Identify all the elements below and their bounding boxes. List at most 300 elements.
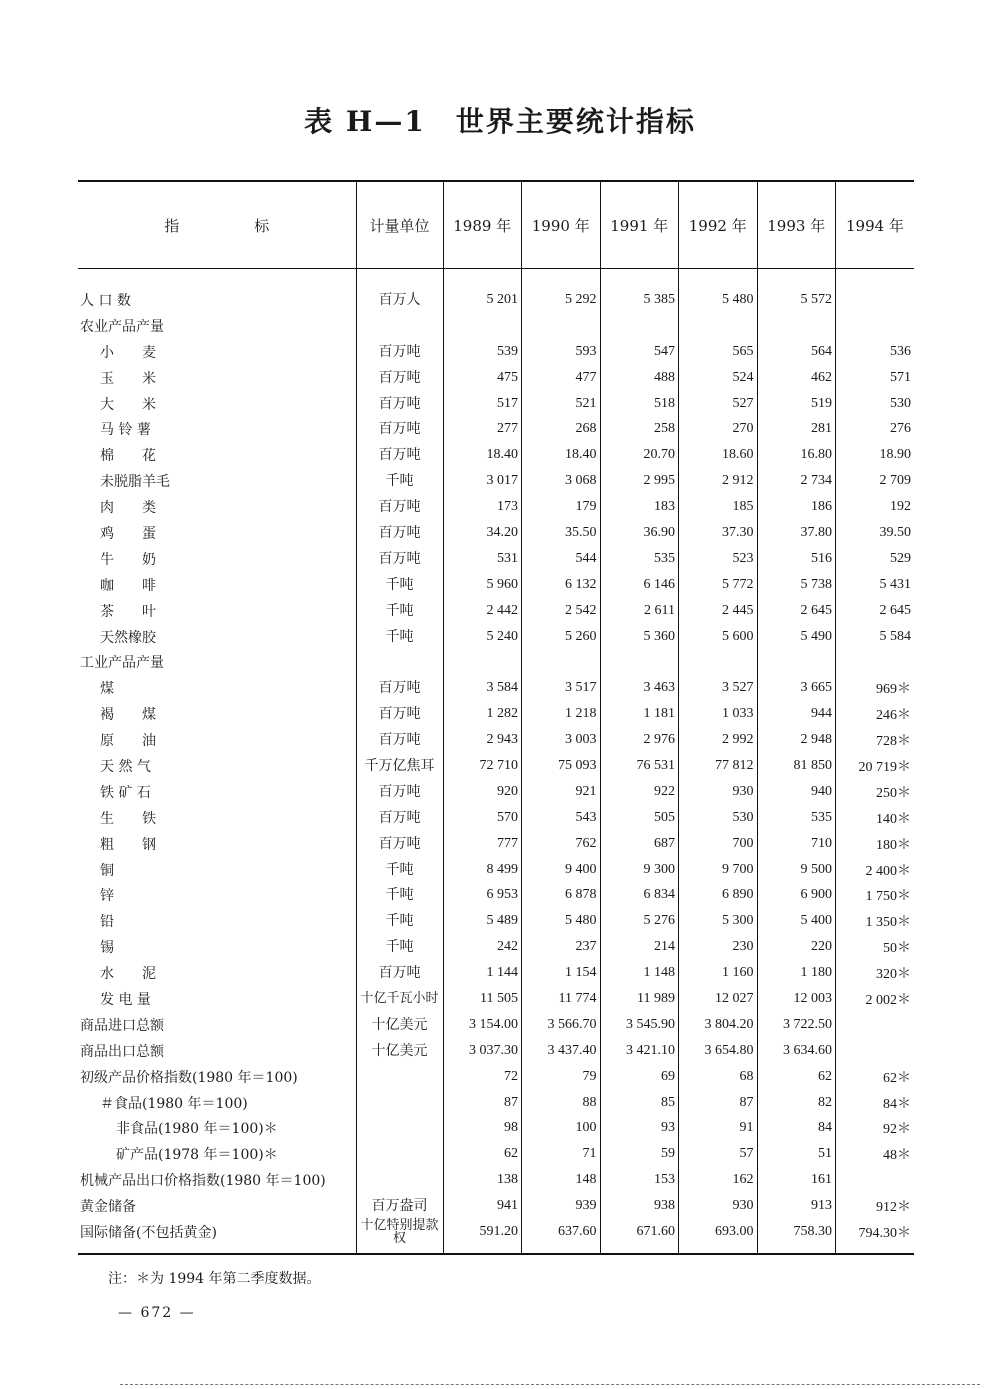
table-row <box>78 313 914 339</box>
value-cell: 81 850 <box>757 753 836 779</box>
value-cell: 531 <box>443 546 522 572</box>
value-cell <box>836 269 915 313</box>
unit-cell <box>356 1090 443 1116</box>
value-cell: 11 505 <box>443 986 522 1012</box>
value-cell: 51 <box>757 1141 836 1167</box>
indicator-cell: 咖 啡 <box>100 577 156 594</box>
indicator-cell: 机械产品出口价格指数(1980 年＝100) <box>80 1173 326 1190</box>
value-cell: 462 <box>757 365 836 391</box>
value-cell: 2 445 <box>679 598 758 624</box>
indicator-cell: 小 麦 <box>100 344 156 361</box>
value-cell: 488 <box>600 365 679 391</box>
value-cell: 9 400 <box>522 857 601 883</box>
value-cell: 939 <box>522 1193 601 1219</box>
value-cell: 777 <box>443 831 522 857</box>
value-cell: 79 <box>522 1064 601 1090</box>
indicator-cell: 原 油 <box>100 733 156 750</box>
value-cell: 18.60 <box>679 442 758 468</box>
indicator-cell: 矿产品(1978 年＝100)＊ <box>116 1147 278 1164</box>
indicator-cell: 天然橡胶 <box>100 629 156 646</box>
indicator-cell: 发 电 量 <box>100 991 151 1008</box>
unit-cell: 千万亿焦耳 <box>356 753 443 779</box>
indicator-cell: 初级产品价格指数(1980 年＝100) <box>80 1069 298 1086</box>
unit-cell: 百万盎司 <box>356 1193 443 1219</box>
value-cell: 18.40 <box>443 442 522 468</box>
table-row <box>78 857 914 883</box>
value-cell: 12 027 <box>679 986 758 1012</box>
value-cell: 539 <box>443 339 522 365</box>
value-cell: 5 584 <box>836 624 915 650</box>
value-cell: 2 542 <box>522 598 601 624</box>
value-cell: 516 <box>757 546 836 572</box>
value-cell: 18.90 <box>836 442 915 468</box>
table-row <box>78 908 914 934</box>
value-cell: 2 442 <box>443 598 522 624</box>
indicator-cell: 天 然 气 <box>100 758 151 775</box>
table-header-row <box>78 181 914 269</box>
value-cell: 940 <box>757 779 836 805</box>
value-cell: 250＊ <box>836 779 915 805</box>
value-cell: 246＊ <box>836 701 915 727</box>
value-cell: 1 181 <box>600 701 679 727</box>
unit-cell <box>356 1167 443 1193</box>
value-cell: 62 <box>443 1141 522 1167</box>
value-cell: 77 812 <box>679 753 758 779</box>
indicator-cell: 未脱脂羊毛 <box>100 474 170 491</box>
table-row <box>78 572 914 598</box>
value-cell <box>836 1038 915 1064</box>
value-cell: 529 <box>836 546 915 572</box>
value-cell: 34.20 <box>443 520 522 546</box>
indicator-cell: 鸡 蛋 <box>100 525 156 542</box>
unit-cell: 百万吨 <box>356 442 443 468</box>
value-cell: 758.30 <box>757 1219 836 1254</box>
value-cell: 671.60 <box>600 1219 679 1254</box>
value-cell: 475 <box>443 365 522 391</box>
value-cell: 547 <box>600 339 679 365</box>
value-cell: 39.50 <box>836 520 915 546</box>
value-cell: 2 948 <box>757 727 836 753</box>
value-cell: 913 <box>757 1193 836 1219</box>
unit-cell <box>356 1141 443 1167</box>
indicator-cell: 玉 米 <box>100 370 156 387</box>
value-cell: 521 <box>522 391 601 417</box>
unit-cell: 千吨 <box>356 857 443 883</box>
value-cell: 153 <box>600 1167 679 1193</box>
value-cell: 3 003 <box>522 727 601 753</box>
indicator-cell: 人 口 数 <box>80 292 131 309</box>
indicator-cell: 水 泥 <box>100 966 156 983</box>
table-row <box>78 831 914 857</box>
value-cell: 192 <box>836 494 915 520</box>
value-cell: 180＊ <box>836 831 915 857</box>
table-row <box>78 1012 914 1038</box>
indicator-cell: 锡 <box>100 940 114 957</box>
unit-cell: 百万吨 <box>356 675 443 701</box>
value-cell: 700 <box>679 831 758 857</box>
value-cell: 518 <box>600 391 679 417</box>
value-cell: 9 700 <box>679 857 758 883</box>
value-cell: 920 <box>443 779 522 805</box>
unit-cell: 百万吨 <box>356 416 443 442</box>
value-cell: 230 <box>679 934 758 960</box>
value-cell <box>600 313 679 339</box>
value-cell: 3 421.10 <box>600 1038 679 1064</box>
value-cell: 3 154.00 <box>443 1012 522 1038</box>
value-cell: 6 132 <box>522 572 601 598</box>
indicator-cell: 铅 <box>100 914 114 931</box>
value-cell: 161 <box>757 1167 836 1193</box>
value-cell: 9 500 <box>757 857 836 883</box>
value-cell: 921 <box>522 779 601 805</box>
value-cell: 941 <box>443 1193 522 1219</box>
value-cell: 930 <box>679 779 758 805</box>
value-cell: 62 <box>757 1064 836 1090</box>
value-cell: 3 665 <box>757 675 836 701</box>
value-cell: 179 <box>522 494 601 520</box>
value-cell: 16.80 <box>757 442 836 468</box>
value-cell: 591.20 <box>443 1219 522 1254</box>
value-cell: 524 <box>679 365 758 391</box>
table-row <box>78 1167 914 1193</box>
value-cell: 148 <box>522 1167 601 1193</box>
value-cell: 3 068 <box>522 468 601 494</box>
value-cell: 72 <box>443 1064 522 1090</box>
table-row <box>78 1141 914 1167</box>
value-cell: 35.50 <box>522 520 601 546</box>
table-row <box>78 701 914 727</box>
table-row <box>78 960 914 986</box>
value-cell: 1 350＊ <box>836 908 915 934</box>
year-header-1990: 1990 年 <box>522 181 601 269</box>
value-cell: 1 148 <box>600 960 679 986</box>
value-cell: 100 <box>522 1116 601 1142</box>
indicator-cell: 牛 奶 <box>100 551 156 568</box>
value-cell: 5 385 <box>600 269 679 313</box>
table-row <box>78 1064 914 1090</box>
value-cell: 536 <box>836 339 915 365</box>
statistics-table-container <box>78 180 914 1255</box>
value-cell: 912＊ <box>836 1193 915 1219</box>
value-cell: 87 <box>679 1090 758 1116</box>
value-cell: 20 719＊ <box>836 753 915 779</box>
value-cell: 3 527 <box>679 675 758 701</box>
value-cell: 84＊ <box>836 1090 915 1116</box>
value-cell <box>443 313 522 339</box>
value-cell: 5 738 <box>757 572 836 598</box>
unit-cell: 百万吨 <box>356 339 443 365</box>
year-header-1989: 1989 年 <box>443 181 522 269</box>
value-cell <box>679 649 758 675</box>
value-cell: 2 002＊ <box>836 986 915 1012</box>
value-cell <box>836 649 915 675</box>
table-row <box>78 546 914 572</box>
value-cell: 36.90 <box>600 520 679 546</box>
value-cell: 3 463 <box>600 675 679 701</box>
indicator-cell: 黄金储备 <box>80 1199 136 1216</box>
table-row <box>78 934 914 960</box>
value-cell: 2 400＊ <box>836 857 915 883</box>
value-cell: 87 <box>443 1090 522 1116</box>
value-cell: 5 772 <box>679 572 758 598</box>
value-cell: 2 734 <box>757 468 836 494</box>
value-cell: 276 <box>836 416 915 442</box>
value-cell: 140＊ <box>836 805 915 831</box>
value-cell: 237 <box>522 934 601 960</box>
indicator-cell: 大 米 <box>100 396 156 413</box>
table-row <box>78 598 914 624</box>
value-cell: 72 710 <box>443 753 522 779</box>
indicator-cell: 煤 <box>100 681 114 698</box>
scan-edge-line <box>120 1384 980 1386</box>
value-cell: 1 180 <box>757 960 836 986</box>
value-cell: 277 <box>443 416 522 442</box>
value-cell: 84 <box>757 1116 836 1142</box>
unit-cell <box>356 1116 443 1142</box>
value-cell: 794.30＊ <box>836 1219 915 1254</box>
value-cell: 138 <box>443 1167 522 1193</box>
value-cell: 1 218 <box>522 701 601 727</box>
table-row <box>78 649 914 675</box>
value-cell: 530 <box>836 391 915 417</box>
table-row <box>78 1219 914 1254</box>
value-cell: 173 <box>443 494 522 520</box>
value-cell: 687 <box>600 831 679 857</box>
unit-cell <box>356 1064 443 1090</box>
value-cell: 637.60 <box>522 1219 601 1254</box>
value-cell: 2 995 <box>600 468 679 494</box>
value-cell: 930 <box>679 1193 758 1219</box>
indicator-cell: ＃食品(1980 年＝100) <box>100 1095 248 1112</box>
value-cell: 68 <box>679 1064 758 1090</box>
value-cell: 5 240 <box>443 624 522 650</box>
value-cell: 2 709 <box>836 468 915 494</box>
value-cell: 535 <box>600 546 679 572</box>
value-cell: 938 <box>600 1193 679 1219</box>
value-cell: 3 517 <box>522 675 601 701</box>
value-cell: 8 499 <box>443 857 522 883</box>
indicator-cell: 马 铃 薯 <box>100 422 151 439</box>
value-cell: 2 645 <box>836 598 915 624</box>
value-cell: 268 <box>522 416 601 442</box>
unit-cell: 百万吨 <box>356 520 443 546</box>
value-cell <box>600 649 679 675</box>
unit-cell: 百万吨 <box>356 546 443 572</box>
value-cell: 11 989 <box>600 986 679 1012</box>
value-cell: 564 <box>757 339 836 365</box>
table-row <box>78 805 914 831</box>
unit-cell: 千吨 <box>356 468 443 494</box>
value-cell <box>679 313 758 339</box>
value-cell: 5 490 <box>757 624 836 650</box>
unit-cell: 百万吨 <box>356 365 443 391</box>
year-header-1992: 1992 年 <box>679 181 758 269</box>
indicator-cell: 铜 <box>100 862 114 879</box>
value-cell: 519 <box>757 391 836 417</box>
year-header-1994: 1994 年 <box>836 181 915 269</box>
value-cell: 281 <box>757 416 836 442</box>
unit-cell: 百万吨 <box>356 831 443 857</box>
value-cell: 3 437.40 <box>522 1038 601 1064</box>
world-statistics-table <box>78 180 914 1255</box>
unit-cell: 百万吨 <box>356 960 443 986</box>
unit-cell: 百万人 <box>356 269 443 313</box>
value-cell: 505 <box>600 805 679 831</box>
value-cell: 6 900 <box>757 882 836 908</box>
year-header-1991: 1991 年 <box>600 181 679 269</box>
unit-cell: 百万吨 <box>356 391 443 417</box>
value-cell: 969＊ <box>836 675 915 701</box>
value-cell: 5 431 <box>836 572 915 598</box>
unit-cell: 百万吨 <box>356 727 443 753</box>
unit-cell: 千吨 <box>356 908 443 934</box>
table-row <box>78 1193 914 1219</box>
unit-cell: 千吨 <box>356 598 443 624</box>
value-cell: 5 572 <box>757 269 836 313</box>
page-title: 表 H—1 世界主要统计指标 <box>304 105 696 138</box>
value-cell: 2 645 <box>757 598 836 624</box>
value-cell: 1 750＊ <box>836 882 915 908</box>
table-row <box>78 391 914 417</box>
value-cell <box>522 313 601 339</box>
unit-cell: 十亿美元 <box>356 1012 443 1038</box>
indicator-cell: 褐 煤 <box>100 707 156 724</box>
indicator-cell: 茶 叶 <box>100 603 156 620</box>
value-cell: 693.00 <box>679 1219 758 1254</box>
value-cell: 185 <box>679 494 758 520</box>
value-cell: 69 <box>600 1064 679 1090</box>
value-cell <box>836 1012 915 1038</box>
value-cell: 91 <box>679 1116 758 1142</box>
value-cell: 37.30 <box>679 520 758 546</box>
value-cell: 220 <box>757 934 836 960</box>
value-cell: 62＊ <box>836 1064 915 1090</box>
unit-cell: 千吨 <box>356 624 443 650</box>
value-cell: 2 611 <box>600 598 679 624</box>
value-cell: 3 584 <box>443 675 522 701</box>
value-cell: 944 <box>757 701 836 727</box>
indicator-cell: 锌 <box>100 888 114 905</box>
value-cell: 3 037.30 <box>443 1038 522 1064</box>
table-row <box>78 339 914 365</box>
table-footnote: 注：＊为 1994 年第二季度数据。 <box>108 1271 321 1287</box>
table-row <box>78 1038 914 1064</box>
value-cell: 3 017 <box>443 468 522 494</box>
table-row <box>78 727 914 753</box>
value-cell: 6 953 <box>443 882 522 908</box>
value-cell: 1 282 <box>443 701 522 727</box>
indicator-cell: 生 铁 <box>100 810 156 827</box>
indicator-cell: 粗 钢 <box>100 836 156 853</box>
value-cell: 477 <box>522 365 601 391</box>
value-cell: 570 <box>443 805 522 831</box>
table-row <box>78 416 914 442</box>
value-cell: 3 804.20 <box>679 1012 758 1038</box>
value-cell: 18.40 <box>522 442 601 468</box>
indicator-cell: 非食品(1980 年＝100)＊ <box>116 1121 278 1138</box>
value-cell: 5 300 <box>679 908 758 934</box>
value-cell: 75 093 <box>522 753 601 779</box>
table-row <box>78 986 914 1012</box>
table-row <box>78 779 914 805</box>
value-cell: 922 <box>600 779 679 805</box>
value-cell: 12 003 <box>757 986 836 1012</box>
value-cell <box>836 1167 915 1193</box>
value-cell <box>443 649 522 675</box>
table-body <box>78 269 914 1255</box>
value-cell: 71 <box>522 1141 601 1167</box>
value-cell: 710 <box>757 831 836 857</box>
value-cell: 517 <box>443 391 522 417</box>
value-cell: 214 <box>600 934 679 960</box>
table-row <box>78 882 914 908</box>
value-cell: 2 976 <box>600 727 679 753</box>
page-number: — 672 — <box>118 1305 196 1321</box>
table-row <box>78 1116 914 1142</box>
value-cell: 3 722.50 <box>757 1012 836 1038</box>
value-cell: 242 <box>443 934 522 960</box>
value-cell: 93 <box>600 1116 679 1142</box>
value-cell: 270 <box>679 416 758 442</box>
table-row <box>78 675 914 701</box>
value-cell: 85 <box>600 1090 679 1116</box>
value-cell: 5 292 <box>522 269 601 313</box>
value-cell: 50＊ <box>836 934 915 960</box>
value-cell: 11 774 <box>522 986 601 1012</box>
value-cell: 523 <box>679 546 758 572</box>
value-cell: 3 654.80 <box>679 1038 758 1064</box>
value-cell: 1 154 <box>522 960 601 986</box>
value-cell: 565 <box>679 339 758 365</box>
value-cell: 162 <box>679 1167 758 1193</box>
value-cell: 2 992 <box>679 727 758 753</box>
unit-cell <box>356 313 443 339</box>
value-cell: 5 480 <box>679 269 758 313</box>
value-cell: 76 531 <box>600 753 679 779</box>
indicator-cell: 农业产品产量 <box>80 318 164 335</box>
unit-cell <box>356 649 443 675</box>
indicator-cell: 商品出口总额 <box>80 1043 164 1060</box>
value-cell: 6 834 <box>600 882 679 908</box>
value-cell: 527 <box>679 391 758 417</box>
indicator-cell: 棉 花 <box>100 448 156 465</box>
value-cell: 5 276 <box>600 908 679 934</box>
unit-cell: 十亿特别提款权 <box>356 1219 443 1254</box>
table-row <box>78 468 914 494</box>
unit-cell: 千吨 <box>356 934 443 960</box>
value-cell: 37.80 <box>757 520 836 546</box>
value-cell: 5 960 <box>443 572 522 598</box>
value-cell: 92＊ <box>836 1116 915 1142</box>
unit-cell: 十亿美元 <box>356 1038 443 1064</box>
value-cell: 762 <box>522 831 601 857</box>
table-row <box>78 442 914 468</box>
value-cell: 5 400 <box>757 908 836 934</box>
value-cell: 1 033 <box>679 701 758 727</box>
value-cell: 1 160 <box>679 960 758 986</box>
value-cell: 535 <box>757 805 836 831</box>
value-cell: 57 <box>679 1141 758 1167</box>
table-row <box>78 269 914 313</box>
value-cell: 3 545.90 <box>600 1012 679 1038</box>
unit-cell: 百万吨 <box>356 494 443 520</box>
unit-cell: 百万吨 <box>356 701 443 727</box>
indicator-header: 指 标 <box>78 181 356 269</box>
value-cell: 1 144 <box>443 960 522 986</box>
table-row <box>78 624 914 650</box>
value-cell <box>757 649 836 675</box>
unit-cell: 百万吨 <box>356 779 443 805</box>
